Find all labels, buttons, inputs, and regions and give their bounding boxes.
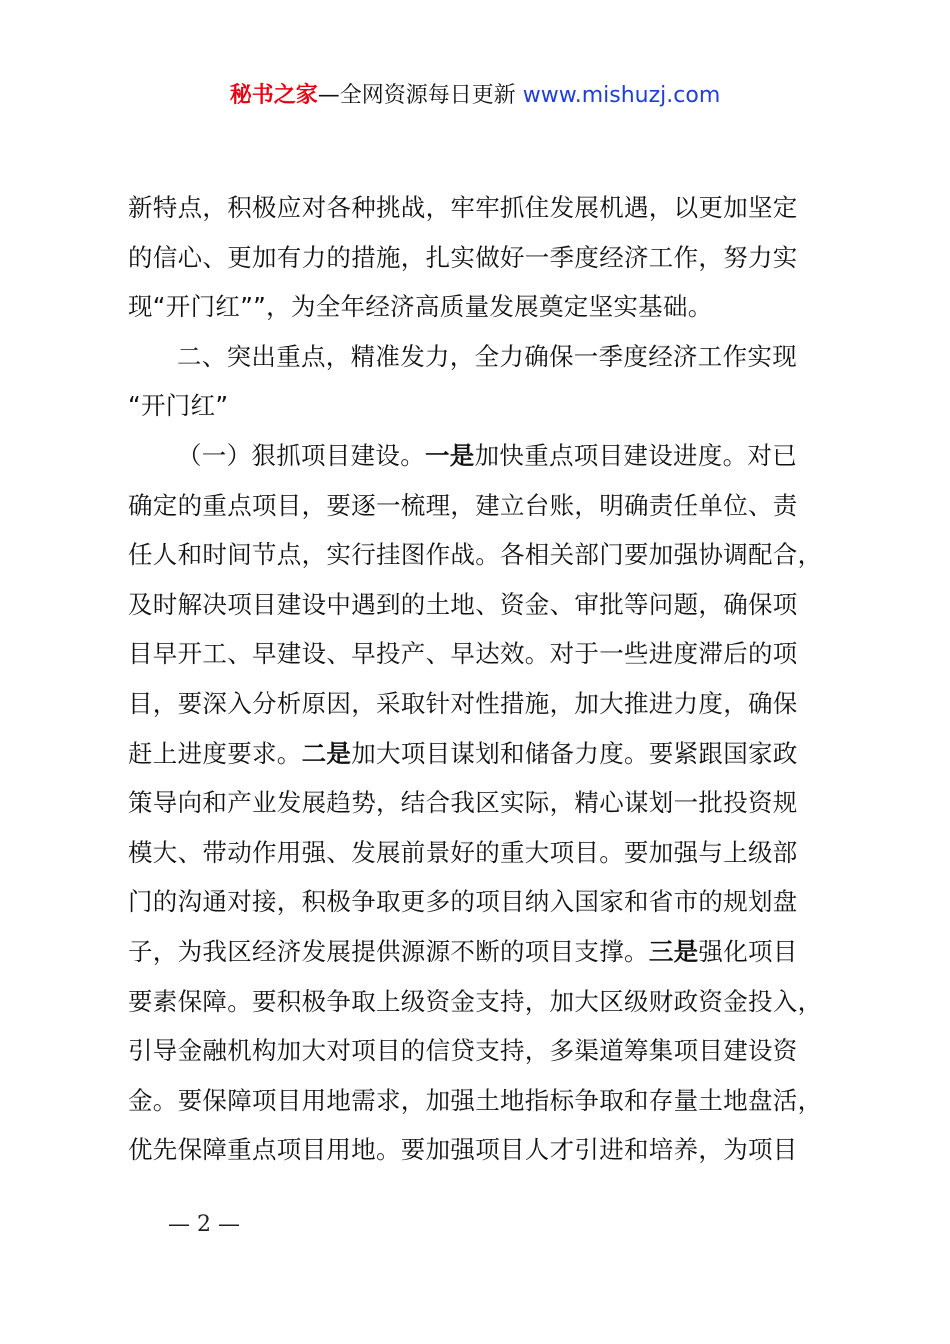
document-body: [128, 183, 834, 1175]
text-line: 模大、带动作用强、发展前景好的重大项目。要加强与上级部: [128, 837, 798, 867]
text-line: [128, 729, 834, 779]
text-run: 子，为我区经济发展提供源源不断的项目支撑。: [128, 936, 649, 966]
text-line: 的信心、更加有力的措施，扎实做好一季度经济工作，努力实: [128, 242, 798, 272]
page-number: — 2 —: [168, 1212, 240, 1237]
heading-line: 二、突出重点，精准发力，全力确保一季度经济工作实现: [177, 341, 797, 371]
text-line: 引导金融机构加大对项目的信贷支持，多渠道筹集项目建设资: [128, 1036, 798, 1066]
text-run: 强化项目: [698, 936, 798, 966]
text-line: 目，要深入分析原因，采取针对性措施，加大推进力度，确保: [128, 688, 798, 718]
text-line: 目早开工、早建设、早投产、早达效。对于一些进度滞后的项: [128, 639, 798, 669]
section-heading-2: [128, 332, 834, 431]
paragraph-3: [128, 431, 834, 1175]
heading-line: “开门红”: [128, 391, 229, 421]
subsection-title: （一）狠抓项目建设。: [177, 440, 425, 470]
emphasis-third: 三是: [648, 936, 699, 966]
emphasis-second: 二是: [301, 738, 352, 768]
text-line: 金。要保障项目用地需求，加强土地指标争取和存量土地盘活，: [128, 1085, 823, 1115]
text-run: 赶上进度要求。: [128, 738, 302, 768]
text-line: 优先保障重点项目用地。要加强项目人才引进和培养，为项目: [128, 1135, 798, 1165]
emphasis-first: 一是: [425, 440, 475, 470]
text-line: 新特点，积极应对各种挑战，牢牢抓住发展机遇，以更加坚定: [128, 193, 798, 222]
text-line: [128, 431, 834, 481]
text-line: 门的沟通对接，积极争取更多的项目纳入国家和省市的规划盘: [128, 887, 798, 917]
header-tagline: —全网资源每日更新: [317, 83, 516, 108]
text-line: [128, 927, 834, 977]
text-run: 加大项目谋划和储备力度。要紧跟国家政: [351, 738, 798, 768]
text-line: 现“开门红””，为全年经济高质量发展奠定坚实基础。: [128, 292, 713, 322]
text-line: 任人和时间节点，实行挂图作战。各相关部门要加强协调配合，: [128, 540, 823, 570]
text-line: 及时解决项目建设中遇到的土地、资金、审批等问题，确保项: [128, 589, 798, 619]
site-header: [0, 80, 950, 112]
paragraph-1: [128, 183, 834, 332]
text-run: 加快重点项目建设进度。对已: [474, 440, 798, 470]
text-line: 策导向和产业发展趋势，结合我区实际，精心谋划一批投资规: [128, 788, 798, 818]
brand-name: 秘书之家: [229, 83, 318, 108]
site-url-link[interactable]: www.mishuzj.com: [522, 83, 721, 108]
text-line: 确定的重点项目，要逐一梳理，建立台账，明确责任单位、责: [128, 490, 798, 520]
text-line: 要素保障。要积极争取上级资金支持，加大区级财政资金投入，: [128, 986, 823, 1016]
